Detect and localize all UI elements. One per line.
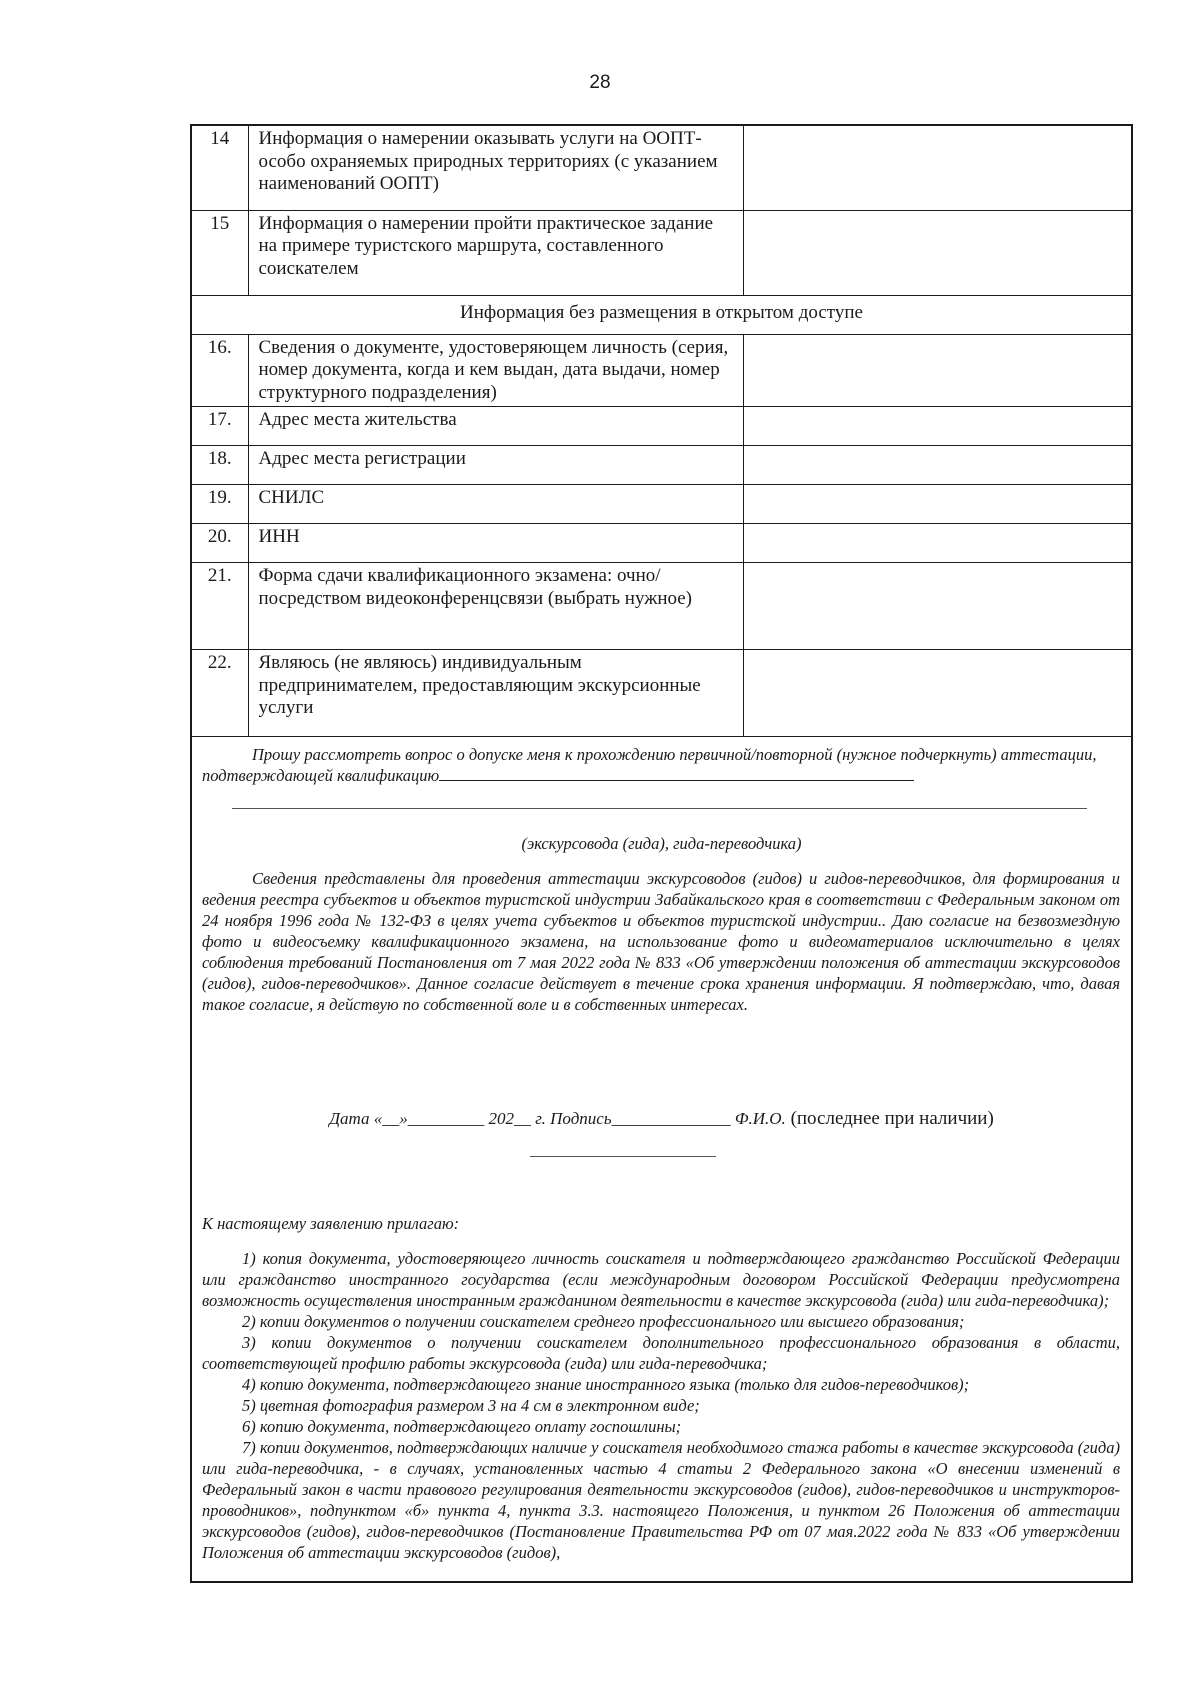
table-row [192, 524, 1131, 563]
table-row [192, 563, 1131, 650]
signature-line [192, 1108, 1131, 1130]
section-heading-row [192, 295, 1131, 334]
row-number: 19. [192, 485, 248, 524]
table-row [192, 650, 1131, 737]
row-label: Адрес места жительства [248, 407, 743, 446]
row-number: 18. [192, 446, 248, 485]
page-number: 28 [589, 72, 611, 93]
row-number: 15 [192, 210, 248, 295]
row-number: 14 [192, 126, 248, 210]
row-label: Адрес места регистрации [248, 446, 743, 485]
table-row [192, 126, 1131, 210]
qualification-blank-line[interactable] [232, 808, 1087, 809]
request-paragraph [202, 744, 1120, 786]
row-label: Информация о намерении оказывать услуги на ООПТ- особо охраняемых природных территориях (с указанием наименований ООПТ) [248, 126, 743, 210]
row-value-field[interactable] [743, 126, 1131, 210]
row-label: ИНН [248, 524, 743, 563]
request-text: Прошу рассмотреть вопрос о допуске меня к прохождению первичной/повторной (нужное подчеркнуть) аттестации, подтверждающей квалификацию [202, 745, 1097, 785]
row-label: Сведения о документе, удостоверяющем личность (серия, номер документа, когда и кем выдан, дата выдачи, номер структурного подразделения) [248, 334, 743, 407]
row-label: СНИЛС [248, 485, 743, 524]
row-label: Являюсь (не являюсь) индивидуальным предпринимателем, предоставляющим экскурсионные услуги [248, 650, 743, 737]
name-note: (последнее при наличии) [790, 1108, 994, 1129]
attachments-list [202, 1248, 1120, 1563]
row-value-field[interactable] [743, 524, 1131, 563]
row-label: Информация о намерении пройти практическое задание на примере туристского маршрута, составленного соискателем [248, 210, 743, 295]
row-number: 16. [192, 334, 248, 407]
row-value-field[interactable] [743, 563, 1131, 650]
list-item: 5) цветная фотография размером 3 на 4 см в электронном виде; [242, 1396, 700, 1415]
application-form [190, 124, 1133, 1583]
qualification-blank[interactable] [439, 766, 914, 781]
form-table [192, 126, 1131, 737]
attachments-title: К настоящему заявлению прилагаю: [202, 1214, 460, 1233]
row-value-field[interactable] [743, 334, 1131, 407]
list-item: 3) копии документов о получении соискателем дополнительного профессионального образования в области, соответствующей профилю работы экскурсовода (гида) или гида-переводчика; [202, 1333, 1120, 1373]
list-item: 4) копию документа, подтверждающего знание иностранного языка (только для гидов-переводчиков); [242, 1375, 970, 1394]
table-row [192, 407, 1131, 446]
row-value-field[interactable] [743, 650, 1131, 737]
list-item: 6) копию документа, подтверждающего оплату госпошлины; [242, 1417, 682, 1436]
section-heading: Информация без размещения в открытом доступе [192, 295, 1131, 334]
table-row [192, 446, 1131, 485]
signature-underline[interactable] [530, 1156, 716, 1157]
consent-paragraph [202, 868, 1120, 1015]
row-value-field[interactable] [743, 210, 1131, 295]
row-label: Форма сдачи квалификационного экзамена: очно/посредством видеоконференцсвязи (выбрать нужное) [248, 563, 743, 650]
row-value-field[interactable] [743, 485, 1131, 524]
table-row [192, 485, 1131, 524]
list-item: 2) копии документов о получении соискателем среднего профессионального или высшего образования; [242, 1312, 965, 1331]
table-row [192, 334, 1131, 407]
signature-date-label: Дата «__»_________ 202__ г. Подпись______________ Ф.И.О. [329, 1109, 786, 1128]
row-number: 17. [192, 407, 248, 446]
row-value-field[interactable] [743, 407, 1131, 446]
row-number: 21. [192, 563, 248, 650]
row-number: 22. [192, 650, 248, 737]
consent-text: Сведения представлены для проведения аттестации экскурсоводов (гидов) и гидов-переводчиков, для формирования и ведения реестра субъектов и объектов туристской индустрии Забайкальского края в соответствии с Федеральным законом от 24 ноября 1996 года № 132-ФЗ в целях учета субъектов и объектов туристской индустрии.. Даю согласие на безвозмездную фото и видеосъемку квалификационного экзамена, на использование фото и видеоматериалов исключительно в целях соблюдения требований Постановления от 7 мая 2022 года № 833 «Об утверждении положения об аттестации экскурсоводов (гидов), гидов-переводчиков». Данное согласие действует в течение срока хранения информации. Я подтверждаю, что, давая такое согласие, я действую по собственной воле и в собственных интересах. [202, 869, 1120, 1014]
list-item: 7) копии документов, подтверждающих наличие у соискателя необходимого стажа работы в качестве экскурсовода (гида) или гида-переводчика, - в случаях, установленных частью 4 статьи 2 Федерального закона «О внесении изменений в Федеральный закон в части правового регулирования деятельности экскурсоводов (гидов), гидов-переводчиков и инструкторов-проводников», подпунктом «б» пункта 4, пункта 3.3. настоящего Положения, и пунктом 26 Положения об аттестации экскурсоводов (гидов), гидов-переводчиков (Постановление Правительства РФ от 07 мая.2022 года № 833 «Об утверждении Положения об аттестации экскурсоводов (гидов), [202, 1438, 1120, 1562]
table-row [192, 210, 1131, 295]
qualification-hint: (экскурсовода (гида), гида-переводчика) [521, 834, 802, 853]
list-item: 1) копия документа, удостоверяющего личность соискателя и подтверждающего гражданство Российской Федерации или гражданство иностранного государства (если международным договором Российской Федерации предусмотрена возможность осуществления иностранным гражданином деятельности в качестве экскурсовода (гида) или гида-переводчика); [202, 1249, 1120, 1310]
row-number: 20. [192, 524, 248, 563]
row-value-field[interactable] [743, 446, 1131, 485]
